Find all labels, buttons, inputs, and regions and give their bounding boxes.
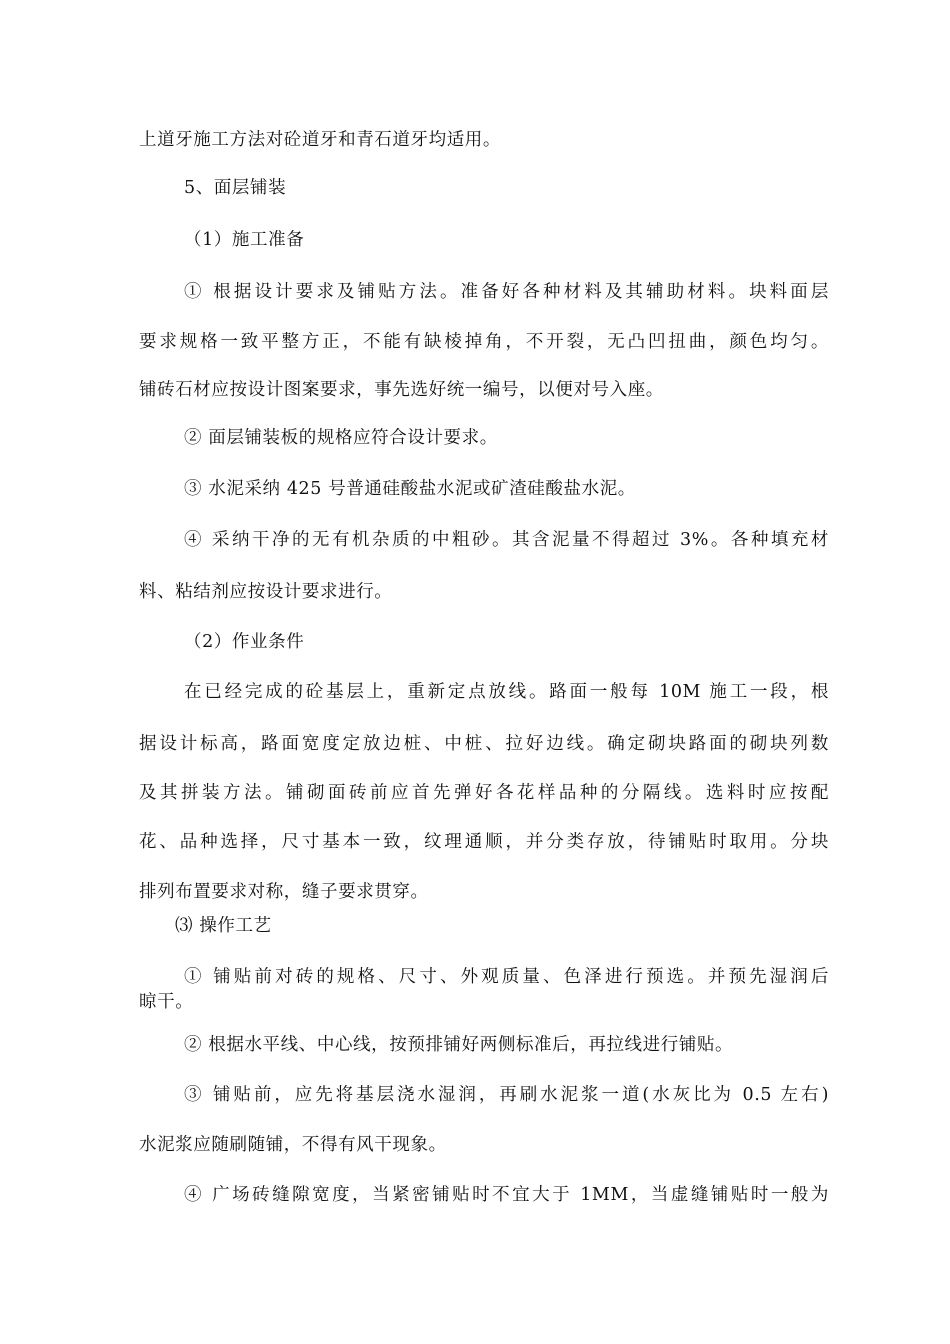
paragraph-line: 要求规格一致平整方正，不能有缺棱掉角，不开裂，无凸凹扭曲，颜色均匀。: [139, 332, 829, 352]
paragraph-line: ② 根据水平线、中心线，按预排铺好两侧标准后，再拉线进行铺贴。: [184, 1035, 734, 1055]
paragraph-line: 及其拼装方法。铺砌面砖前应首先弹好各花样品种的分隔线。选料时应按配: [139, 783, 829, 803]
paragraph-line: 上道牙施工方法对砼道牙和青石道牙均适用。: [139, 130, 501, 150]
paragraph-line: 铺砖石材应按设计图案要求，事先选好统一编号，以便对号入座。: [139, 380, 664, 400]
paragraph-line: 花、品种选择，尺寸基本一致，纹理通顺，并分类存放，待铺贴时取用。分块: [139, 832, 829, 852]
paragraph-line: ③ 水泥采纳 425 号普通硅酸盐水泥或矿渣硅酸盐水泥。: [184, 479, 636, 499]
paragraph-line: 据设计标高，路面宽度定放边桩、中桩、拉好边线。确定砌块路面的砌块列数: [139, 734, 829, 754]
paragraph-line: 水泥浆应随刷随铺，不得有风干现象。: [139, 1135, 447, 1155]
paragraph-line: ① 根据设计要求及铺贴方法。准备好各种材料及其辅助材料。块料面层: [184, 282, 829, 302]
subsection-heading: （1）施工准备: [184, 230, 305, 250]
paragraph-line: ① 铺贴前对砖的规格、尺寸、外观质量、色泽进行预选。并预先湿润后: [184, 967, 829, 987]
subsection-heading: （2）作业条件: [184, 632, 305, 652]
paragraph-line: ② 面层铺装板的规格应符合设计要求。: [184, 428, 498, 448]
paragraph-line: ④ 采纳干净的无有机杂质的中粗砂。其含泥量不得超过 3%。各种填充材: [184, 530, 829, 550]
paragraph-line: ③ 铺贴前，应先将基层浇水湿润，再刷水泥浆一道(水灰比为 0.5 左右): [184, 1085, 829, 1105]
paragraph-line: ④ 广场砖缝隙宽度，当紧密铺贴时不宜大于 1MM，当虚缝铺贴时一般为: [184, 1185, 829, 1205]
paragraph-line: 料、粘结剂应按设计要求进行。: [139, 582, 393, 602]
paragraph-line: 排列布置要求对称，缝子要求贯穿。: [139, 882, 429, 902]
section-heading: 5、面层铺装: [184, 178, 287, 198]
subsection-heading: ⑶ 操作工艺: [175, 916, 272, 936]
paragraph-line: 在已经完成的砼基层上，重新定点放线。路面一般每 10M 施工一段，根: [184, 682, 829, 702]
paragraph-line: 晾干。: [139, 992, 194, 1012]
